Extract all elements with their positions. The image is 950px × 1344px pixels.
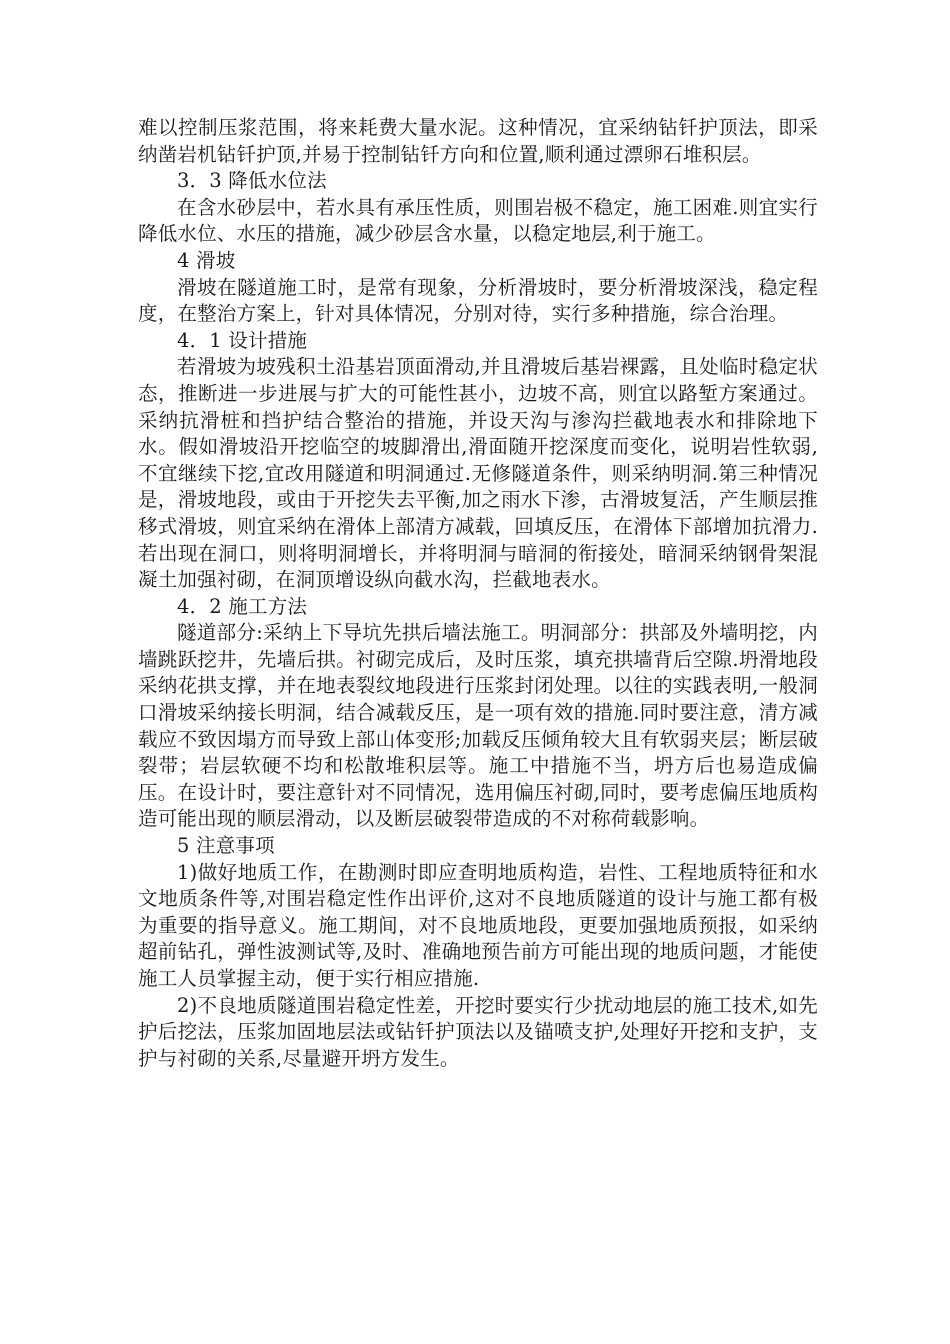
section-heading-3-3: 3．3 降低水位法 bbox=[177, 169, 327, 193]
section-heading-4: 4 滑坡 bbox=[177, 248, 236, 272]
paragraph: 在含水砂层中，若水具有承压性质，则围岩极不稳定，施工困难.则宜实行降低水位、水压的措施，减少砂层含水量，以稳定地层,利于施工。 bbox=[138, 195, 818, 246]
document-page bbox=[138, 115, 818, 1072]
paragraph: 隧道部分:采纳上下导坑先拱后墙法施工。明洞部分：拱部及外墙明挖，内墙跳跃挖井，先墙后拱。衬砌完成后，及时压浆，填充拱墙背后空隙.坍滑地段采纳花拱支撑，并在地表裂纹地段进行压浆封闭处理。以往的实践表明,一般洞口滑坡采纳接长明洞，结合减载反压，是一项有效的措施.同时要注意，清方减载应不致因塌方而导致上部山体变形;加载反压倾角较大且有软弱夹层；断层破裂带；岩层软硬不均和松散堆积层等。施工中措施不当，坍方后也易造成偏压。在设计时，要注意针对不同情况，选用偏压衬砌,同时，要考虑偏压地质构造可能出现的顺层滑动，以及断层破裂带造成的不对称荷载影响。 bbox=[138, 621, 818, 831]
paragraph-continued: 难以控制压浆范围，将来耗费大量水泥。这种情况，宜采纳钻钎护顶法，即采纳凿岩机钻钎护顶,并易于控制钻钎方向和位置,顺利通过漂卵石堆积层。 bbox=[138, 116, 818, 166]
section-heading-5: 5 注意事项 bbox=[177, 834, 275, 858]
section-heading-4-2: 4．2 施工方法 bbox=[177, 594, 308, 618]
list-item-paragraph: 1)做好地质工作，在勘测时即应查明地质构造，岩性、工程地质特征和水文地质条件等,对围岩稳定性作出评价,这对不良地质隧道的设计与施工都有极为重要的指导意义。施工期间，对不良地质地段，更要加强地质预报，如采纳超前钻孔，弹性波测试等,及时、准确地预告前方可能出现的地质问题，才能使施工人员掌握主动，便于实行相应措施. bbox=[138, 860, 818, 990]
paragraph: 滑坡在隧道施工时，是常有现象，分析滑坡时，要分析滑坡深浅，稳定程度，在整治方案上，针对具体情况，分别对待，实行多种措施，综合治理。 bbox=[138, 275, 818, 326]
list-item-paragraph: 2)不良地质隧道围岩稳定性差，开挖时要实行少扰动地层的施工技术,如先护后挖法，压浆加固地层法或钻钎护顶法以及锚喷支护,处理好开挖和支护，支护与衬砌的关系,尽量避开坍方发生。 bbox=[138, 993, 818, 1070]
section-heading-4-1: 4．1 设计措施 bbox=[177, 328, 308, 352]
paragraph: 若滑坡为坡残积土沿基岩顶面滑动,并且滑坡后基岩裸露，且处临时稳定状态，推断进一步进展与扩大的可能性甚小，边坡不高，则宜以路堑方案通过。采纳抗滑桩和挡护结合整治的措施，并设天沟与渗沟拦截地表水和排除地下水。假如滑坡沿开挖临空的坡脚滑出,滑面随开挖深度而变化，说明岩性软弱,不宜继续下挖,宜改用隧道和明洞通过.无修隧道条件，则采纳明洞.第三种情况是，滑坡地段，或由于开挖失去平衡,加之雨水下渗，古滑坡复活，产生顺层推移式滑坡，则宜采纳在滑体上部清方减载，回填反压，在滑体下部增加抗滑力.若出现在洞口，则将明洞增长，并将明洞与暗洞的衔接处，暗洞采纳钢骨架混凝土加强衬砌，在洞顶增设纵向截水沟，拦截地表水。 bbox=[138, 355, 818, 592]
